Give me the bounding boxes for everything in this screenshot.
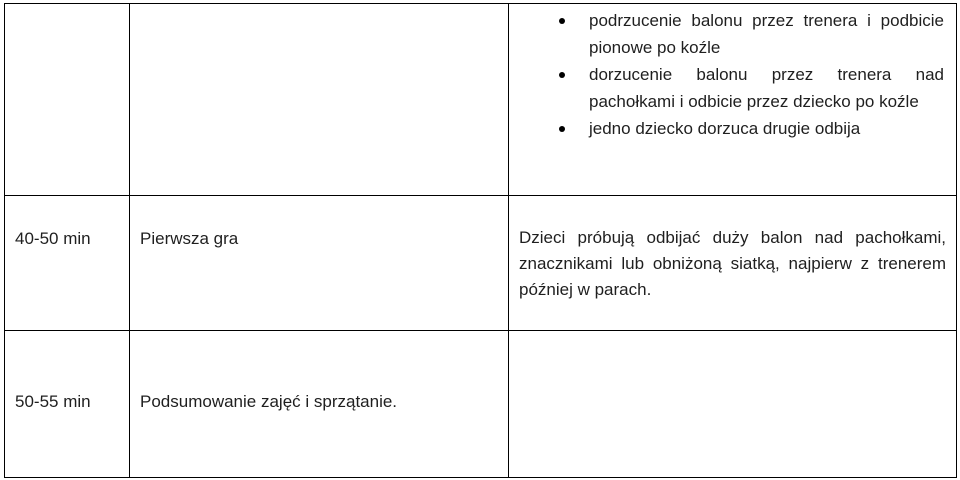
list-item bbox=[509, 7, 944, 61]
activity-name-cell bbox=[130, 4, 509, 196]
bullet-icon bbox=[559, 18, 565, 24]
time-cell bbox=[5, 4, 130, 196]
activity-description-cell bbox=[509, 330, 957, 477]
activity-name-cell bbox=[130, 196, 509, 330]
activity-name-text: Pierwsza gra bbox=[140, 229, 239, 249]
exercise-bullet-list bbox=[509, 4, 956, 142]
time-text: 40-50 min bbox=[15, 229, 91, 249]
list-item-text: podrzucenie balonu przez trenera i podbicie pionowe po koźle bbox=[589, 11, 944, 57]
list-item-text: dorzucenie balonu przez trenera nad pachołkami i odbicie przez dziecko po koźle bbox=[589, 65, 944, 111]
activity-description-text: Dzieci próbują odbijać duży balon nad pachołkami, znacznikami lub obniżoną siatką, najpierw z trenerem później w parach. bbox=[519, 228, 946, 300]
time-cell bbox=[5, 330, 130, 477]
time-text: 50-55 min bbox=[15, 391, 91, 411]
list-item bbox=[509, 115, 944, 142]
activity-name-text: Podsumowanie zajęć i sprzątanie. bbox=[140, 391, 398, 411]
bullet-icon bbox=[559, 72, 565, 78]
list-item bbox=[509, 61, 944, 115]
bullet-icon bbox=[559, 126, 565, 132]
activity-name-cell bbox=[130, 330, 509, 477]
activity-description-cell bbox=[509, 196, 957, 330]
activity-description-text bbox=[509, 331, 956, 388]
table-row bbox=[5, 196, 957, 330]
activity-description-cell bbox=[509, 4, 957, 196]
time-cell bbox=[5, 196, 130, 330]
table-row bbox=[5, 330, 957, 477]
table-row bbox=[5, 4, 957, 196]
list-item-text: jedno dziecko dorzuca drugie odbija bbox=[589, 119, 861, 138]
lesson-plan-table bbox=[4, 3, 957, 478]
